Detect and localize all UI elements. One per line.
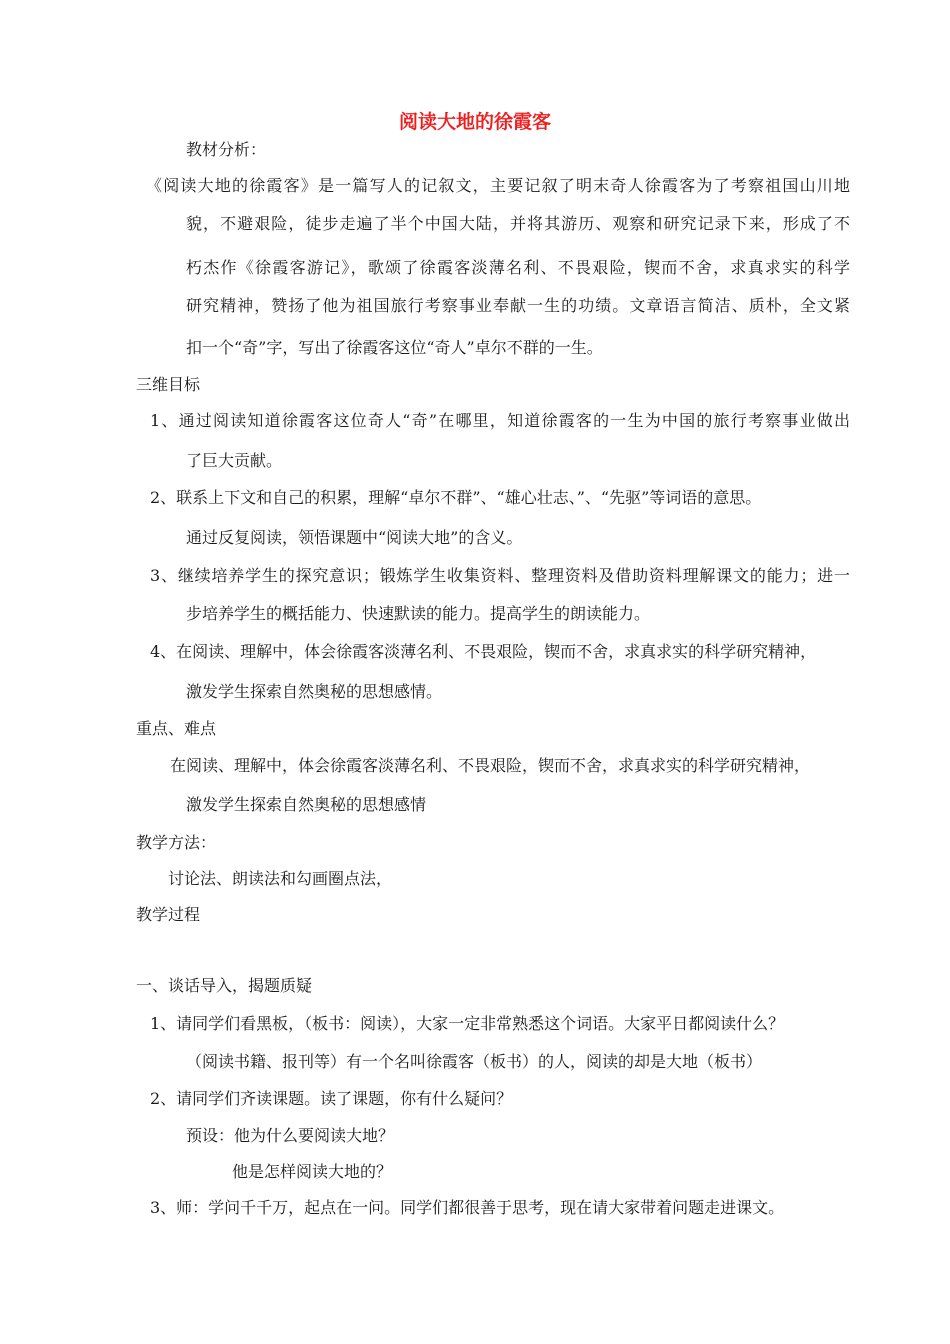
key-points-line: 激发学生探索自然奥秘的思想感情 — [186, 795, 427, 814]
goal-item: 1、通过阅读知道徐霞客这位奇人“奇”在哪里，知道徐霞客的一生为中国的旅行考察事业做出 — [150, 411, 850, 430]
analysis-line: 扣一个“奇”字，写出了徐霞客这位“奇人”卓尔不群的一生。 — [186, 338, 603, 357]
goal-item-continued: 了巨大贡献。 — [186, 451, 283, 470]
analysis-line: 朽杰作《徐霞客游记》，歌颂了徐霞客淡薄名利、不畏艰险，锲而不舍，求真求实的科学 — [186, 258, 850, 277]
key-points-line: 在阅读、理解中，体会徐霞客淡薄名利、不畏艰险，锲而不舍，求真求实的科学研究精神， — [170, 756, 811, 775]
analysis-line: 《阅读大地的徐霞客》是一篇写人的记叙文，主要记叙了明末奇人徐霞客为了考察祖国山川地 — [146, 176, 850, 195]
goal-item-continued: 步培养学生的概括能力、快速默读的能力。提高学生的朗读能力。 — [186, 604, 651, 623]
process-step: 1、请同学们看黑板，（板书：阅读），大家一定非常熟悉这个词语。大家平日都阅读什么？ — [150, 1014, 785, 1033]
document-title: 阅读大地的徐霞客 — [398, 111, 551, 133]
goal-item-continued: 通过反复阅读，领悟课题中“阅读大地”的含义。 — [186, 528, 523, 547]
process-preset: 预设：他为什么要阅读大地？ — [186, 1126, 395, 1145]
process-section: 一、谈话导入，揭题质疑 — [136, 976, 313, 995]
analysis-heading: 教材分析： — [186, 140, 267, 159]
goal-item-continued: 激发学生探索自然奥秘的思想感情。 — [186, 682, 443, 701]
process-preset: 他是怎样阅读大地的？ — [232, 1162, 393, 1181]
process-heading: 教学过程 — [136, 905, 201, 924]
key-points-heading: 重点、难点 — [136, 719, 217, 738]
process-step: 3、师：学问千千万，起点在一问。同学们都很善于思考，现在请大家带着问题走进课文。 — [150, 1198, 785, 1217]
goals-heading: 三维目标 — [136, 375, 201, 394]
process-step: 2、请同学们齐读课题。读了课题，你有什么疑问？ — [150, 1089, 513, 1108]
methods-heading: 教学方法： — [136, 833, 217, 852]
goal-item: 4、在阅读、理解中，体会徐霞客淡薄名利、不畏艰险，锲而不舍，求真求实的科学研究精神， — [150, 642, 817, 661]
goal-item: 2、联系上下文和自己的积累，理解“卓尔不群”、“雄心壮志、”、“先驱”等词语的意思。 — [150, 488, 762, 507]
goal-item: 3、继续培养学生的探究意识；锻炼学生收集资料、整理资料及借助资料理解课文的能力；进一 — [150, 566, 850, 585]
analysis-line: 研究精神，赞扬了他为祖国旅行考察事业奉献一生的功绩。文章语言简洁、质朴，全文紧 — [186, 296, 850, 315]
methods-text: 讨论法、朗读法和勾画圈点法， — [168, 869, 393, 888]
analysis-line: 貌，不避艰险，徒步走遍了半个中国大陆，并将其游历、观察和研究记录下来，形成了不 — [186, 214, 850, 233]
process-step-continued: （阅读书籍、报刊等）有一个名叫徐霞客（板书）的人，阅读的却是大地（板书） — [186, 1052, 763, 1071]
